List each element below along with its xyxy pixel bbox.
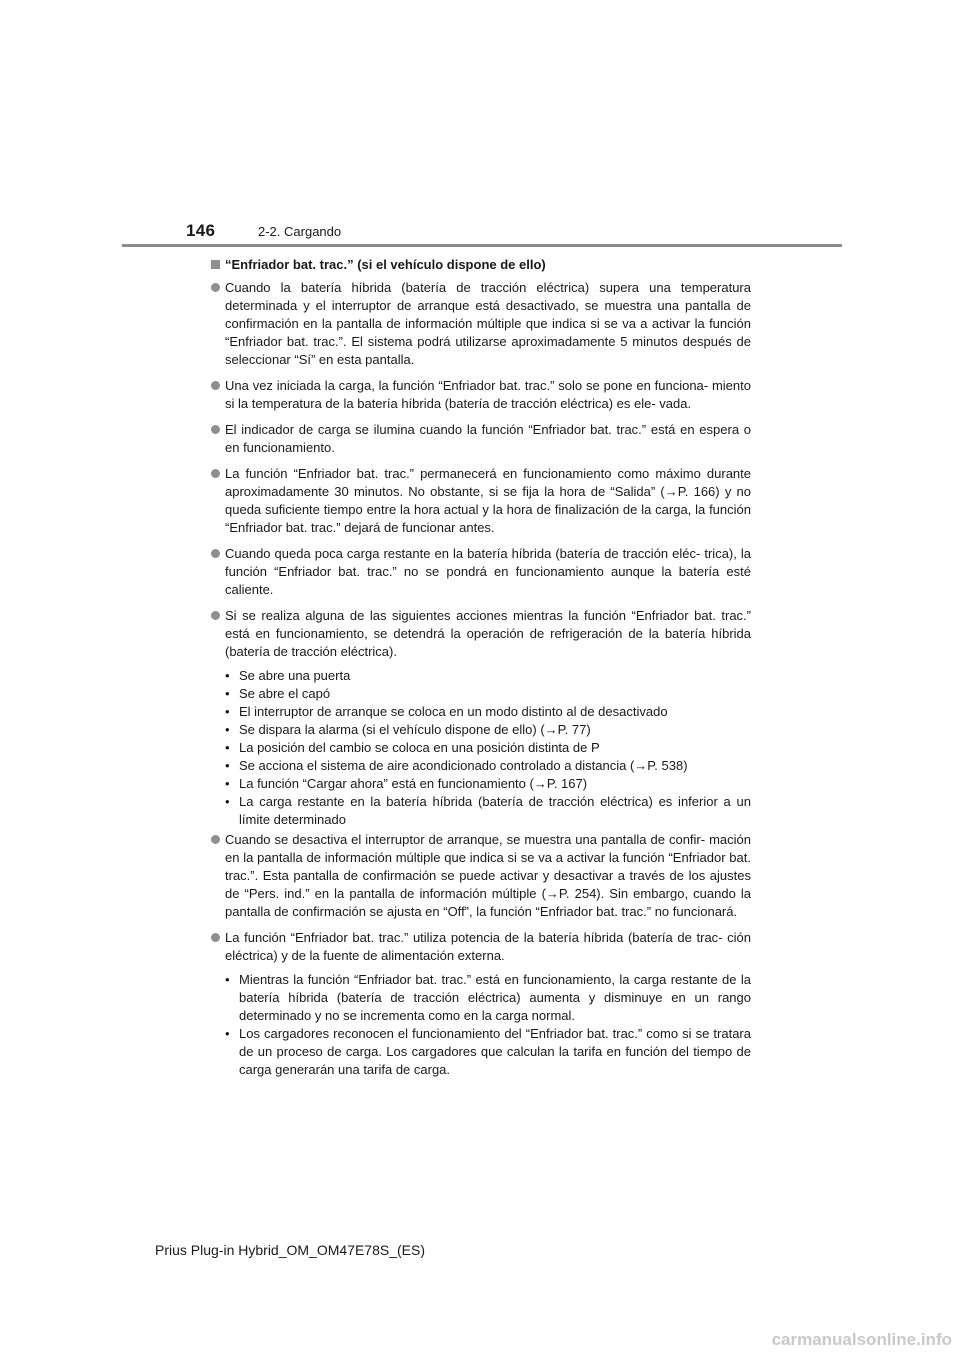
circle-bullet-icon — [211, 381, 220, 390]
header-divider — [122, 244, 842, 247]
sub-list-item-text: Se abre el capó — [239, 686, 331, 701]
list-item — [211, 545, 751, 599]
section-label: 2-2. Cargando — [258, 224, 342, 239]
sub-list-item-text: Se abre una puerta — [239, 668, 351, 683]
footer-document-id: Prius Plug-in Hybrid_OM_OM47E78S_(ES) — [155, 1242, 425, 1258]
sub-list-item — [225, 757, 751, 775]
list-item — [211, 377, 751, 413]
page-header — [0, 0, 960, 250]
sub-bullet-marker: • — [225, 740, 230, 755]
circle-bullet-icon — [211, 835, 220, 844]
sub-list-item — [225, 667, 751, 685]
sub-bullet-marker: • — [225, 722, 230, 737]
list-item-text: Cuando queda poca carga restante en la batería híbrida (batería de tracción eléc- trica), la función “Enfriador bat. trac.” no se pondrá en funcionamiento aunque la batería esté caliente. — [225, 546, 751, 597]
sub-list-item — [225, 775, 751, 793]
circle-bullet-icon — [211, 425, 220, 434]
circle-bullet-icon — [211, 549, 220, 558]
list-item — [211, 465, 751, 537]
sub-bullet-marker: • — [225, 686, 230, 701]
power-sublist — [225, 971, 751, 1079]
circle-bullet-icon — [211, 283, 220, 292]
list-item-text: La función “Enfriador bat. trac.” utiliza potencia de la batería híbrida (batería de trac- ción eléctrica) y de la fuente de alimentación externa. — [225, 930, 751, 963]
sub-list-item — [225, 739, 751, 757]
list-item-text: Cuando se desactiva el interruptor de arranque, se muestra una pantalla de confir- mación en la pantalla de información múltiple que indica si se va a activar la función “Enfriador bat. trac.”. Esta pantalla de confirmación se puede activar y desactivar a través de los ajustes de “Pers. ind.” en la pantalla de información múltiple (→P. 254). Sin embargo, cuando la pantalla de confirmación se ajusta en “Off”, la función “Enfriador bat. trac.” no funcionará. — [225, 832, 751, 919]
page-content — [211, 256, 751, 1079]
list-item — [211, 607, 751, 661]
sub-list-item-text: Se acciona el sistema de aire acondicionado controlado a distancia (→P. 538) — [239, 758, 688, 773]
watermark: carmanualsonline.info — [771, 1330, 952, 1349]
sub-list-item-text: Se dispara la alarma (si el vehículo dispone de ello) (→P. 77) — [239, 722, 591, 737]
list-item-text: La función “Enfriador bat. trac.” permanecerá en funcionamiento como máximo durante aproximadamente 30 minutos. No obstante, si se fija la hora de “Salida” (→P. 166) y no queda suficiente tiempo entre la hora actual y la hora de finalización de la carga, la función “Enfriador bat. trac.” dejará de funcionar antes. — [225, 466, 751, 535]
sub-list-item-text: El interruptor de arranque se coloca en un modo distinto al de desactivado — [239, 704, 668, 719]
sub-list-item-text: Los cargadores reconocen el funcionamiento del “Enfriador bat. trac.” como si se tratara de un proceso de carga. Los cargadores que calculan la tarifa en función del tiempo de carga generarán una tarifa de carga. — [239, 1026, 751, 1077]
sub-list-item — [225, 971, 751, 1025]
list-item — [211, 421, 751, 457]
sub-bullet-marker: • — [225, 972, 230, 987]
sub-list-item-text: La función “Cargar ahora” está en funcionamiento (→P. 167) — [239, 776, 588, 791]
sub-list-item-text: La carga restante en la batería híbrida (batería de tracción eléctrica) es inferior a un límite determinado — [239, 794, 751, 827]
list-item — [211, 831, 751, 921]
sub-list-item — [225, 703, 751, 721]
list-item-text: Si se realiza alguna de las siguientes acciones mientras la función “Enfriador bat. trac.” está en funcionamiento, se detendrá la operación de refrigeración de la batería híbrida (batería de tracción eléctrica). — [225, 608, 751, 659]
section-heading-text: “Enfriador bat. trac.” (si el vehículo dispone de ello) — [225, 257, 546, 272]
circle-bullet-icon — [211, 933, 220, 942]
sub-bullet-marker: • — [225, 776, 230, 791]
circle-bullet-icon — [211, 469, 220, 478]
sub-list-item — [225, 685, 751, 703]
section-heading — [211, 256, 751, 274]
sub-list-item-text: Mientras la función “Enfriador bat. trac.” está en funcionamiento, la carga restante de la batería híbrida (batería de tracción eléctrica) aumenta y disminuye en un rango determinado y no se incrementa como en la carga normal. — [239, 972, 751, 1023]
sub-bullet-marker: • — [225, 758, 230, 773]
sub-list-item — [225, 793, 751, 829]
square-bullet-icon — [211, 260, 220, 269]
circle-bullet-icon — [211, 611, 220, 620]
sub-bullet-marker: • — [225, 1026, 230, 1041]
list-item-text: Cuando la batería híbrida (batería de tracción eléctrica) supera una temperatura determinada y el interruptor de arranque está desactivado, se muestra una pantalla de confirmación en la pantalla de información múltiple que indica si se va a activar la función “Enfriador bat. trac.”. El sistema podrá utilizarse aproximadamente 5 minutos después de seleccionar “Sí” en esta pantalla. — [225, 280, 751, 367]
page-number: 146 — [186, 221, 216, 240]
list-item — [211, 279, 751, 369]
actions-sublist — [225, 667, 751, 829]
list-item — [211, 929, 751, 965]
list-item-text: El indicador de carga se ilumina cuando la función “Enfriador bat. trac.” está en espera o en funcionamiento. — [225, 422, 751, 455]
sub-list-item — [225, 1025, 751, 1079]
sub-bullet-marker: • — [225, 704, 230, 719]
sub-bullet-marker: • — [225, 794, 230, 809]
sub-bullet-marker: • — [225, 668, 230, 683]
sub-list-item-text: La posición del cambio se coloca en una posición distinta de P — [239, 740, 600, 755]
list-item-text: Una vez iniciada la carga, la función “Enfriador bat. trac.” solo se pone en funciona- miento si la temperatura de la batería híbrida (batería de tracción eléctrica) es ele- vada. — [225, 378, 751, 411]
sub-list-item — [225, 721, 751, 739]
